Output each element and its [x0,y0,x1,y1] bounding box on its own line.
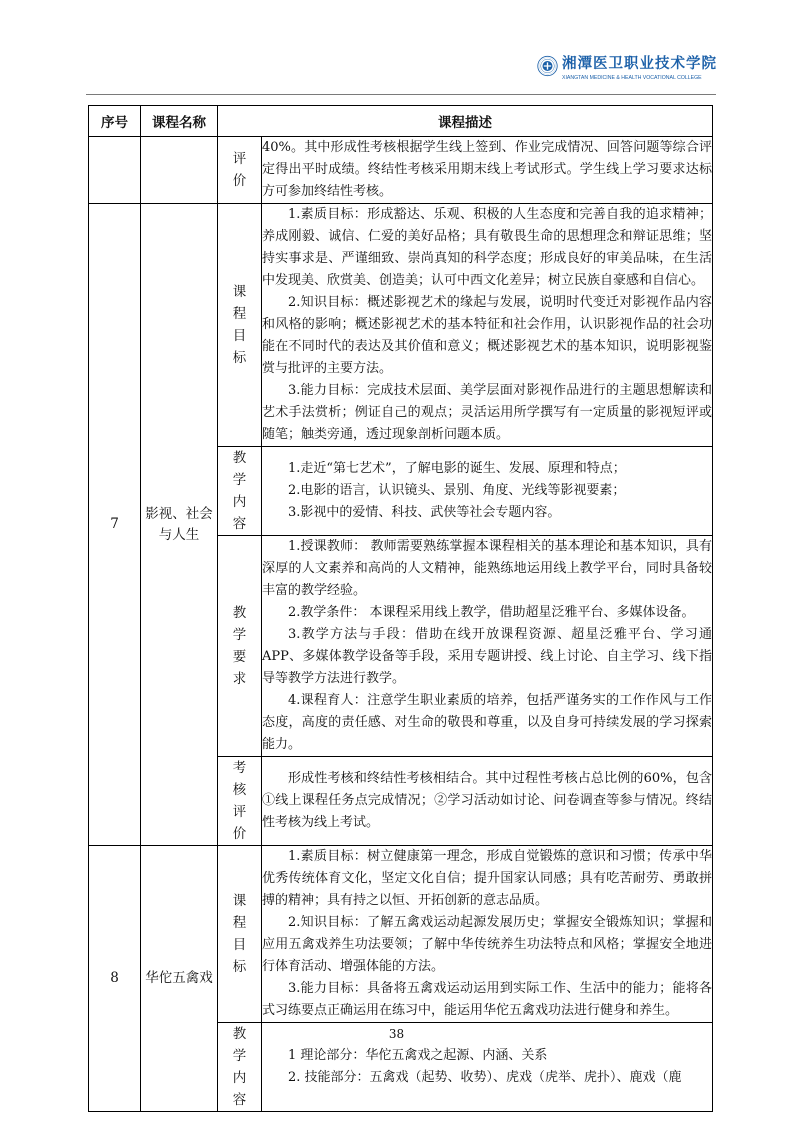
goal-item: 2.知识目标：概述影视艺术的缘起与发展，说明时代变迁对影视作品内容和风格的影响；概述影视艺术的基本特征和社会作用，认识影视作品的社会功能在不同时代的表达及其价值和意义；概述影视艺术的基本知识，说明影视鉴赏与批评的主要方法。 [262,295,712,376]
goal-item: 1.素质目标：树立健康第一理念，形成自觉锻炼的意识和习惯；传承中华优秀传统体育文化，坚定文化自信；提升国家认同感；具有吃苦耐劳、勇敢拼搏的精神；具有持之以恒、开拓创新的意志品质。 [262,849,712,908]
requirement-item: 3.教学方法与手段：借助在线开放课程资源、超星泛雅平台、学习通APP、多媒体教学设备等手段，采用专题讲授、线上讨论、自主学习、线下指导等教学方法进行教学。 [262,627,712,686]
category-cell: 教学要求 [218,536,262,757]
header-course-desc: 课程描述 [218,106,713,137]
description-cell [262,536,713,757]
category-cell: 课程目标 [218,846,262,1023]
header-course-name: 课程名称 [141,106,218,137]
description-cell [262,447,713,536]
table-row [89,204,713,447]
header-no: 序号 [89,106,141,137]
course-name: 华佗五禽戏 [141,846,218,1112]
header-divider [86,94,716,95]
description-cell [262,757,713,846]
college-emblem-icon [537,46,558,86]
goal-item: 2.知识目标：了解五禽戏运动起源发展历史；掌握安全锻炼知识；掌握和应用五禽戏养生功法要领；了解中华传统养生功法特点和风格；掌握安全地进行体育活动、增强体能的方法。 [262,915,712,974]
college-logo [537,42,717,90]
content-item: 1.走近“第七艺术”，了解电影的诞生、发展、原理和特点； [288,461,626,476]
logo-chinese-name: 湘潭医卫职业技术学院 [562,54,717,72]
goal-item: 3.能力目标：具备将五禽戏运动运用到实际工作、生活中的能力；能将各式习练要点正确运用在练习中，能运用华佗五禽戏功法进行健身和养生。 [262,981,712,1018]
course-table [88,105,713,1112]
no-cell-empty [89,137,141,204]
description-cell [262,204,713,447]
category-cell: 课程目标 [218,204,262,447]
category-cell: 教学内容 [218,1023,262,1112]
description-cell [262,846,713,1023]
content-item: 2. 技能部分：五禽戏（起势、收势）、虎戏（虎举、虎扑）、鹿戏（鹿 [288,1070,682,1085]
requirement-item: 1.授课教师： 教师需要熟练掌握本课程相关的基本理论和基本知识，具有深厚的人文素养和高尚的人文精神，能熟练地运用线上教学平台，同时具备较丰富的教学经验。 [262,539,712,598]
requirement-item: 2.教学条件： 本课程采用线上教学，借助超星泛雅平台、多媒体设备。 [288,605,695,620]
requirement-item: 4.课程育人：注意学生职业素质的培养，包括严谨务实的工作作风与工作态度，高度的责任感、对生命的敬畏和尊重，以及自身可持续发展的学习探索能力。 [262,693,712,752]
logo-english-name: XIANGTAN MEDICINE & HEALTH VOCATIONAL COLLEGE [562,74,702,81]
course-number: 8 [89,846,141,1112]
assessment-text: 形成性考核和终结性考核相结合。其中过程性考核占总比例的60%，包含①线上课程任务点完成情况；②学习活动如讨论、问卷调查等参与情况。终结性考核为线上考试。 [262,771,712,830]
description-text: 40%。其中形成性考核根据学生线上签到、作业完成情况、回答问题等综合评定得出平时成绩。终结性考核采用期末线上考试形式。学生线上学习要求达标方可参加终结性考核。 [262,140,712,199]
description-cell [262,137,713,204]
content-item: 2.电影的语言，认识镜头、景别、角度、光线等影视要素； [288,483,626,498]
table-row [89,137,713,204]
goal-item: 1.素质目标：形成豁达、乐观、积极的人生态度和完善自我的追求精神；养成刚毅、诚信、仁爱的美好品格；具有敬畏生命的思想理念和辩证思维；坚持实事求是、严谨细致、崇尚真知的科学态度；形成良好的审美品味，在生活中发现美、欣赏美、创造美；认可中西文化差异；树立民族自豪感和自信心。 [262,207,712,288]
category-cell: 评价 [218,137,262,204]
category-cell: 考核评价 [218,757,262,846]
course-number: 7 [89,204,141,846]
category-cell: 教学内容 [218,447,262,536]
goal-item: 3.能力目标：完成技术层面、美学层面对影视作品进行的主题思想解读和艺术手法赏析；例证自己的观点；灵活运用所学撰写有一定质量的影视短评或随笔；触类旁通，透过现象剖析问题本质。 [262,383,712,442]
table-header-row [89,106,713,137]
name-cell-empty [141,137,218,204]
content-item: 3.影视中的爱情、科技、武侠等社会专题内容。 [288,505,561,520]
page-number: 38 [388,1027,405,1041]
content-item: 1 理论部分：华佗五禽戏之起源、内涵、关系 [288,1048,548,1063]
course-name: 影视、社会与人生 [141,204,218,846]
table-row [89,846,713,1023]
